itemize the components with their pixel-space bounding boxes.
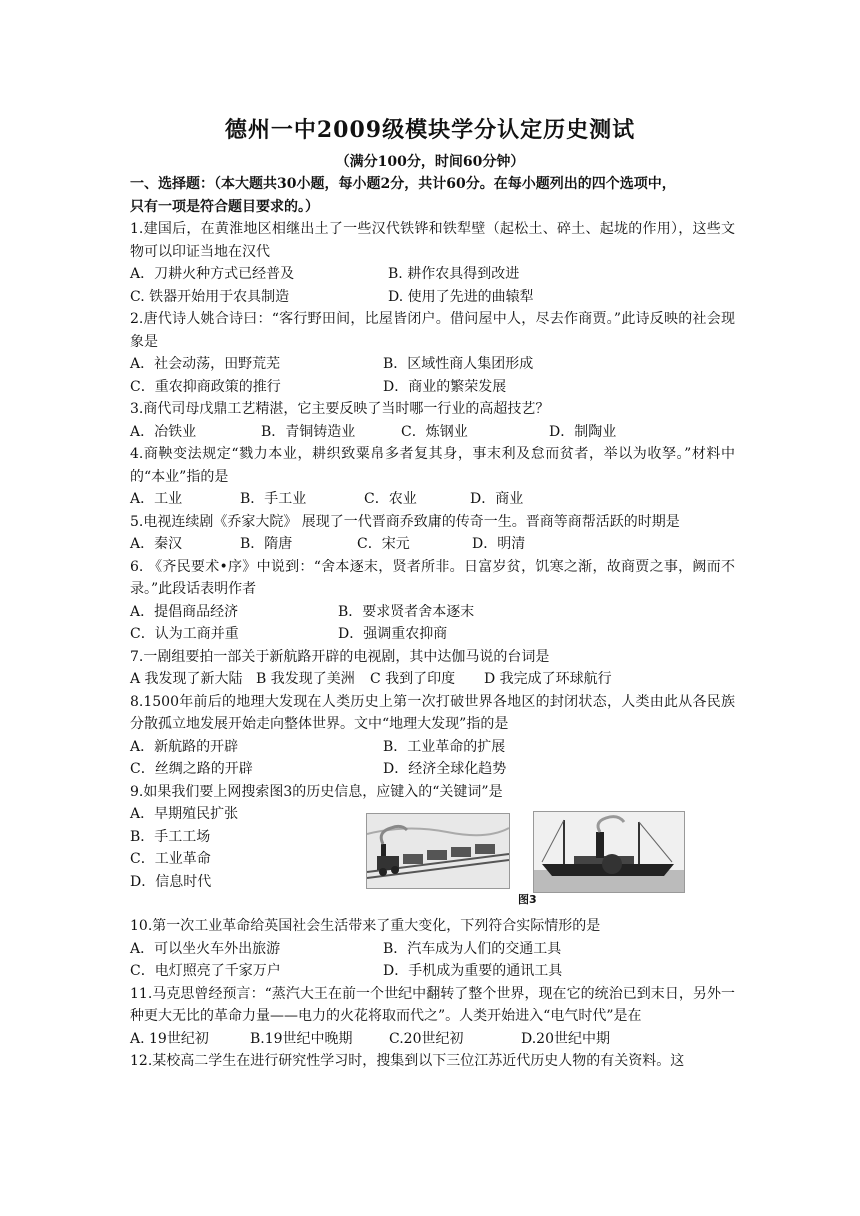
exam-body xyxy=(130,173,735,1073)
question-5-option-b: B．隋唐 xyxy=(240,536,293,552)
steam-train-image xyxy=(366,813,510,889)
question-3-option-b: B．青铜铸造业 xyxy=(261,423,356,440)
question-4-option-d: D．商业 xyxy=(470,491,524,507)
question-7-option-b: B 我发现了美洲 xyxy=(256,671,355,687)
question-1-options-row2 xyxy=(130,286,735,309)
question-7-stem: 7.一剧组要拍一部关于新航路开辟的电视剧，其中达伽马说的台词是 xyxy=(130,648,550,665)
question-4-options xyxy=(130,488,735,511)
question-9-options xyxy=(130,803,238,893)
question-10-options-row1 xyxy=(130,938,735,961)
question-1-option-a: A．刀耕火种方式已经普及 xyxy=(130,266,295,282)
question-7-options xyxy=(130,668,735,691)
question-11-options xyxy=(130,1028,735,1051)
question-2-option-a: A．社会动荡，田野荒芜 xyxy=(130,356,281,372)
question-1-option-b: B. 耕作农具得到改进 xyxy=(388,266,520,282)
question-10-option-a: A．可以坐火车外出旅游 xyxy=(130,940,281,957)
question-6-option-d: D．强调重农抑商 xyxy=(338,626,448,642)
question-2-options-row1 xyxy=(130,353,735,376)
question-11-option-a: A. 19世纪初 xyxy=(130,1030,209,1047)
steamship-image xyxy=(533,811,685,893)
question-2-options-row2 xyxy=(130,376,735,399)
question-7-option-c: C 我到了印度 xyxy=(370,671,456,687)
question-2-option-d: D．商业的繁荣发展 xyxy=(383,378,507,395)
question-9-figure-area xyxy=(130,803,735,915)
section-heading-line1: 一、选择题：（本大题共30小题，每小题2分，共计60分。在每小题列出的四个选项中， xyxy=(130,176,676,192)
question-11-stem: 11.马克思曾经预言：“蒸汽大王在前一个世纪中翻转了整个世界，现在它的统治已到末日，另外一种更大无比的革命力量——电力的火花将取而代之”。人类开始进入“电气时代”是在 xyxy=(130,985,735,1024)
question-11-option-d: D.20世纪中期 xyxy=(521,1030,610,1047)
question-10-option-c: C．电灯照亮了千家万户 xyxy=(130,963,281,979)
question-8-option-b: B．工业革命的扩展 xyxy=(383,738,506,755)
question-5-option-d: D．明清 xyxy=(472,536,526,552)
question-10-option-b: B．汽车成为人们的交通工具 xyxy=(383,940,562,957)
question-6-option-c: C．认为工商并重 xyxy=(130,626,239,642)
question-5-option-c: C．宋元 xyxy=(357,536,410,552)
question-10-stem: 10.第一次工业革命给英国社会生活带来了重大变化，下列符合实际情形的是 xyxy=(130,918,601,934)
question-3-stem: 3.商代司母戊鼎工艺精湛，它主要反映了当时哪一行业的高超技艺？ xyxy=(130,401,550,417)
question-2-option-b: B．区域性商人集团形成 xyxy=(383,356,534,372)
question-5-option-a: A．秦汉 xyxy=(130,536,183,552)
question-9-option-b: B．手工工场 xyxy=(130,828,211,845)
question-9-option-c: C．工业革命 xyxy=(130,851,211,867)
page-title: 德州一中2009级模块学分认定历史测试 xyxy=(224,117,636,143)
question-1-options-row1 xyxy=(130,263,735,286)
question-6-option-b: B．要求贤者舍本逐末 xyxy=(338,603,475,620)
question-8-options-row1 xyxy=(130,736,735,759)
question-11-option-b: B.19世纪中晚期 xyxy=(250,1030,353,1047)
question-1-option-d: D. 使用了先进的曲辕犁 xyxy=(388,288,534,305)
question-7-option-a: A 我发现了新大陆 xyxy=(130,671,243,687)
question-4-option-a: A．工业 xyxy=(130,491,183,507)
question-3-option-c: C．炼钢业 xyxy=(401,423,468,440)
steamship-illustration xyxy=(534,812,684,892)
question-8-option-d: D．经济全球化趋势 xyxy=(383,761,507,777)
question-10-option-d: D．手机成为重要的通讯工具 xyxy=(383,963,563,979)
question-4-option-c: C．农业 xyxy=(364,491,417,507)
question-11-option-c: C.20世纪初 xyxy=(389,1030,464,1047)
question-8-stem: 8.1500年前后的地理大发现在人类历史上第一次打破世界各地区的封闭状态，人类由此从各民族分散孤立地发展开始走向整体世界。文中“地理大发现”指的是 xyxy=(130,693,735,732)
question-4-option-b: B．手工业 xyxy=(240,491,307,507)
question-4-stem: 4.商鞅变法规定“戮力本业，耕织致粟帛多者复其身，事末利及怠而贫者，举以为收孥。”材料中的“本业”指的是 xyxy=(130,446,735,485)
question-7-option-d: D 我完成了环球航行 xyxy=(484,671,612,687)
question-6-options-row1 xyxy=(130,601,735,624)
question-3-options xyxy=(130,421,735,444)
question-1-option-c: C. 铁器开始用于农具制造 xyxy=(130,288,290,305)
question-2-stem: 2.唐代诗人姚合诗曰：“客行野田间，比屋皆闭户。借问屋中人，尽去作商贾。”此诗反映的社会现象是 xyxy=(130,311,735,350)
question-5-stem: 5.电视连续剧《乔家大院》 展现了一代晋商乔致庸的传奇一生。晋商等商帮活跃的时期是 xyxy=(130,513,680,530)
question-6-options-row2 xyxy=(130,623,735,646)
question-6-option-a: A．提倡商品经济 xyxy=(130,603,239,620)
question-3-option-a: A．冶铁业 xyxy=(130,423,197,440)
question-8-option-a: A．新航路的开辟 xyxy=(130,738,239,755)
question-9-option-a: A．早期殖民扩张 xyxy=(130,806,239,822)
page-subtitle: （满分100分，时间60分钟） xyxy=(335,154,525,170)
section-heading-line2: 只有一项是符合题目要求的。） xyxy=(130,198,319,215)
figure-caption: 图3 xyxy=(518,893,537,906)
question-9-option-d: D．信息时代 xyxy=(130,873,212,890)
question-8-option-c: C．丝绸之路的开辟 xyxy=(130,761,253,777)
question-12-stem: 12.某校高二学生在进行研究性学习时，搜集到以下三位江苏近代历史人物的有关资料。这 xyxy=(130,1053,685,1069)
question-1-stem: 1.建国后，在黄淮地区相继出土了一些汉代铁铧和铁犁壁（起松土、碎土、起垅的作用），这些文物可以印证当地在汉代 xyxy=(130,221,735,260)
question-10-options-row2 xyxy=(130,960,735,983)
question-5-options xyxy=(130,533,735,556)
question-2-option-c: C．重农抑商政策的推行 xyxy=(130,378,281,395)
question-6-stem: 6. 《齐民要术•序》中说到：“舍本逐末，贤者所非。日富岁贫，饥寒之渐，故商贾之事，阙而不录。”此段话表明作者 xyxy=(130,558,735,597)
question-9-stem: 9.如果我们要上网搜索图3的历史信息，应键入的“关键词”是 xyxy=(130,783,503,800)
question-8-options-row2 xyxy=(130,758,735,781)
steam-train-illustration xyxy=(367,814,509,888)
question-3-option-d: D．制陶业 xyxy=(549,423,617,440)
